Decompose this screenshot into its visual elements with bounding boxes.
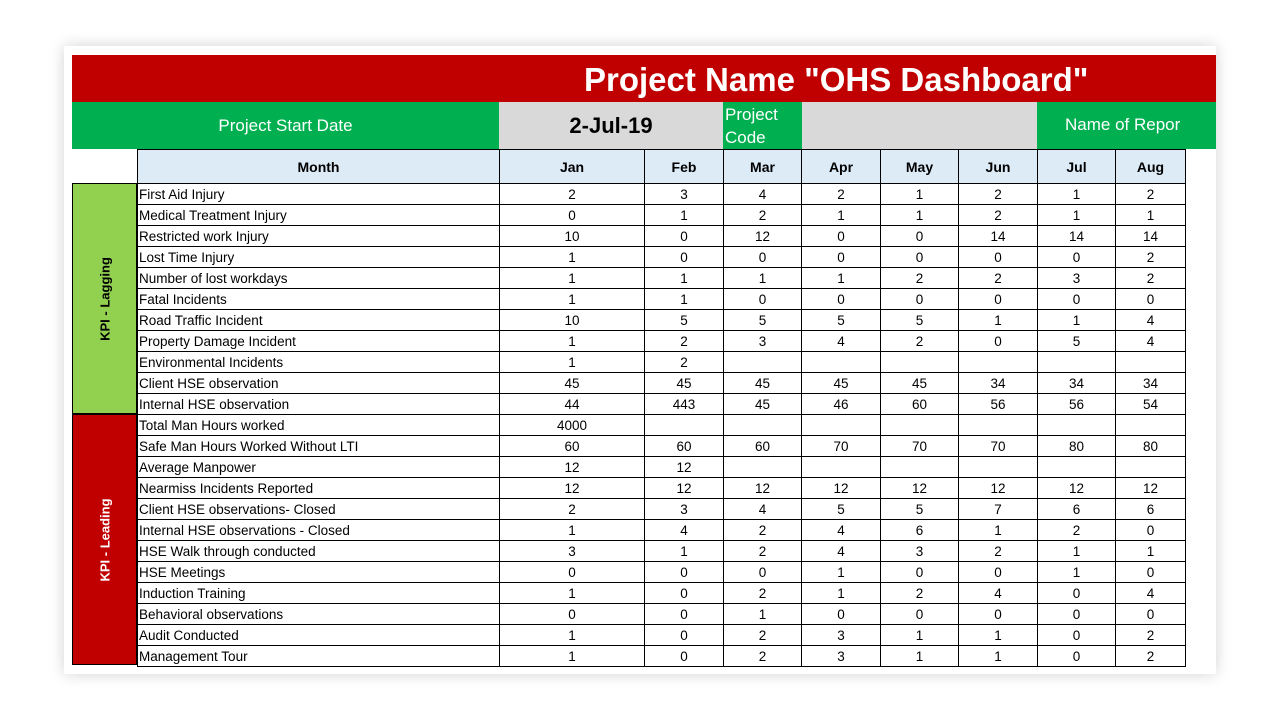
value-cell[interactable]: 0 xyxy=(959,604,1038,625)
value-cell[interactable]: 0 xyxy=(1038,646,1116,667)
table-row xyxy=(138,415,1186,436)
value-cell[interactable]: 54 xyxy=(1116,394,1186,415)
value-cell[interactable]: 6 xyxy=(1038,499,1116,520)
value-cell[interactable]: 14 xyxy=(1116,226,1186,247)
metric-label[interactable]: Audit Conducted xyxy=(138,625,500,646)
value-cell[interactable]: 4 xyxy=(1116,331,1186,352)
value-cell[interactable] xyxy=(724,457,802,478)
table-header-row xyxy=(138,150,1186,184)
value-cell[interactable]: 1 xyxy=(802,562,881,583)
value-cell[interactable]: 0 xyxy=(645,625,724,646)
metric-label[interactable]: Fatal Incidents xyxy=(138,289,500,310)
value-cell[interactable]: 0 xyxy=(1038,625,1116,646)
value-cell[interactable] xyxy=(1038,457,1116,478)
value-cell[interactable]: 12 xyxy=(802,478,881,499)
value-cell[interactable]: 0 xyxy=(959,247,1038,268)
value-cell[interactable]: 12 xyxy=(1116,478,1186,499)
value-cell[interactable]: 10 xyxy=(500,310,645,331)
value-cell[interactable]: 0 xyxy=(1116,562,1186,583)
value-cell[interactable]: 46 xyxy=(802,394,881,415)
metric-label[interactable]: Client HSE observations- Closed xyxy=(138,499,500,520)
value-cell[interactable]: 3 xyxy=(802,625,881,646)
value-cell[interactable] xyxy=(802,352,881,373)
table-row xyxy=(138,352,1186,373)
value-cell[interactable]: 12 xyxy=(724,226,802,247)
value-cell[interactable]: 0 xyxy=(645,247,724,268)
value-cell[interactable]: 5 xyxy=(881,310,959,331)
value-cell[interactable]: 1 xyxy=(881,646,959,667)
value-cell[interactable]: 1 xyxy=(1116,541,1186,562)
kpi-lagging-band xyxy=(72,183,137,414)
value-cell[interactable]: 0 xyxy=(881,226,959,247)
value-cell[interactable]: 80 xyxy=(1116,436,1186,457)
metric-label[interactable]: Internal HSE observation xyxy=(138,394,500,415)
value-cell[interactable]: 0 xyxy=(1116,520,1186,541)
month-col-header: Mar xyxy=(724,150,802,184)
value-cell[interactable]: 56 xyxy=(1038,394,1116,415)
value-cell[interactable]: 2 xyxy=(645,331,724,352)
value-cell[interactable] xyxy=(959,457,1038,478)
metric-label[interactable]: Environmental Incidents xyxy=(138,352,500,373)
project-start-date-value[interactable]: 2-Jul-19 xyxy=(499,102,723,149)
table-row xyxy=(138,499,1186,520)
value-cell[interactable]: 0 xyxy=(959,331,1038,352)
value-cell[interactable]: 34 xyxy=(959,373,1038,394)
value-cell[interactable]: 0 xyxy=(802,247,881,268)
table-row xyxy=(138,436,1186,457)
project-code-label: Project Code xyxy=(723,102,802,149)
value-cell[interactable]: 12 xyxy=(500,457,645,478)
value-cell[interactable]: 12 xyxy=(881,478,959,499)
metric-label[interactable]: Client HSE observation xyxy=(138,373,500,394)
value-cell[interactable]: 7 xyxy=(959,499,1038,520)
value-cell[interactable]: 12 xyxy=(500,478,645,499)
value-cell[interactable]: 2 xyxy=(881,268,959,289)
value-cell[interactable]: 4 xyxy=(724,499,802,520)
value-cell[interactable]: 3 xyxy=(645,499,724,520)
kpi-leading-band xyxy=(72,414,137,665)
value-cell[interactable]: 2 xyxy=(724,583,802,604)
value-cell[interactable]: 0 xyxy=(802,289,881,310)
table-row xyxy=(138,457,1186,478)
value-cell[interactable]: 0 xyxy=(802,604,881,625)
value-cell[interactable]: 3 xyxy=(645,184,724,205)
metric-label[interactable]: HSE Walk through conducted xyxy=(138,541,500,562)
value-cell[interactable]: 60 xyxy=(881,394,959,415)
value-cell[interactable]: 70 xyxy=(881,436,959,457)
month-col-header: Jun xyxy=(959,150,1038,184)
value-cell[interactable]: 1 xyxy=(1116,205,1186,226)
value-cell[interactable]: 0 xyxy=(645,604,724,625)
table-row xyxy=(138,478,1186,499)
metric-label[interactable]: Property Damage Incident xyxy=(138,331,500,352)
value-cell[interactable]: 2 xyxy=(959,184,1038,205)
value-cell[interactable]: 1 xyxy=(500,583,645,604)
title-bar xyxy=(72,55,1216,102)
value-cell[interactable] xyxy=(724,352,802,373)
value-cell[interactable]: 34 xyxy=(1038,373,1116,394)
value-cell[interactable]: 2 xyxy=(1116,184,1186,205)
value-cell[interactable]: 14 xyxy=(1038,226,1116,247)
value-cell[interactable]: 0 xyxy=(724,247,802,268)
value-cell[interactable] xyxy=(959,415,1038,436)
value-cell[interactable]: 12 xyxy=(724,478,802,499)
metric-label[interactable]: Medical Treatment Injury xyxy=(138,205,500,226)
value-cell[interactable]: 1 xyxy=(645,268,724,289)
value-cell[interactable]: 1 xyxy=(645,541,724,562)
value-cell[interactable]: 1 xyxy=(500,331,645,352)
month-col-header: Apr xyxy=(802,150,881,184)
value-cell[interactable] xyxy=(959,352,1038,373)
value-cell[interactable]: 443 xyxy=(645,394,724,415)
value-cell[interactable]: 1 xyxy=(959,310,1038,331)
metric-label[interactable]: HSE Meetings xyxy=(138,562,500,583)
value-cell[interactable]: 0 xyxy=(1038,247,1116,268)
value-cell[interactable]: 2 xyxy=(959,541,1038,562)
metric-label[interactable]: Nearmiss Incidents Reported xyxy=(138,478,500,499)
table-row xyxy=(138,226,1186,247)
value-cell[interactable]: 4 xyxy=(645,520,724,541)
value-cell[interactable]: 0 xyxy=(645,562,724,583)
table-row xyxy=(138,205,1186,226)
metric-label[interactable]: Restricted work Injury xyxy=(138,226,500,247)
value-cell[interactable]: 80 xyxy=(1038,436,1116,457)
value-cell[interactable]: 5 xyxy=(724,310,802,331)
value-cell[interactable]: 70 xyxy=(802,436,881,457)
value-cell[interactable]: 4 xyxy=(802,331,881,352)
value-cell[interactable]: 45 xyxy=(802,373,881,394)
table-row xyxy=(138,583,1186,604)
month-col-header: May xyxy=(881,150,959,184)
value-cell[interactable]: 3 xyxy=(881,541,959,562)
value-cell[interactable]: 1 xyxy=(881,205,959,226)
value-cell[interactable]: 2 xyxy=(724,541,802,562)
table-row xyxy=(138,310,1186,331)
value-cell[interactable]: 1 xyxy=(1038,184,1116,205)
value-cell[interactable] xyxy=(881,457,959,478)
value-cell[interactable]: 2 xyxy=(1038,520,1116,541)
month-header: Month xyxy=(138,150,500,184)
value-cell[interactable]: 2 xyxy=(1116,247,1186,268)
value-cell[interactable]: 12 xyxy=(645,478,724,499)
value-cell[interactable]: 0 xyxy=(1038,583,1116,604)
value-cell[interactable] xyxy=(881,415,959,436)
value-cell[interactable]: 4000 xyxy=(500,415,645,436)
value-cell[interactable]: 2 xyxy=(500,184,645,205)
value-cell[interactable] xyxy=(1038,415,1116,436)
value-cell[interactable]: 45 xyxy=(724,373,802,394)
metric-label[interactable]: Safe Man Hours Worked Without LTI xyxy=(138,436,500,457)
metric-label[interactable]: Total Man Hours worked xyxy=(138,415,500,436)
value-cell[interactable]: 2 xyxy=(959,268,1038,289)
table-row xyxy=(138,268,1186,289)
value-cell[interactable]: 2 xyxy=(1116,646,1186,667)
metric-label[interactable]: Number of lost workdays xyxy=(138,268,500,289)
value-cell[interactable]: 5 xyxy=(1038,331,1116,352)
value-cell[interactable]: 56 xyxy=(959,394,1038,415)
value-cell[interactable]: 0 xyxy=(724,289,802,310)
value-cell[interactable]: 5 xyxy=(802,499,881,520)
value-cell[interactable]: 0 xyxy=(500,205,645,226)
metric-label[interactable]: First Aid Injury xyxy=(138,184,500,205)
value-cell[interactable]: 0 xyxy=(881,604,959,625)
value-cell[interactable] xyxy=(802,415,881,436)
table-row xyxy=(138,373,1186,394)
value-cell[interactable] xyxy=(1116,415,1186,436)
value-cell[interactable]: 1 xyxy=(802,205,881,226)
value-cell[interactable] xyxy=(1038,352,1116,373)
value-cell[interactable]: 1 xyxy=(1038,562,1116,583)
value-cell[interactable]: 6 xyxy=(1116,499,1186,520)
value-cell[interactable]: 3 xyxy=(724,331,802,352)
value-cell[interactable] xyxy=(1116,457,1186,478)
value-cell[interactable]: 44 xyxy=(500,394,645,415)
value-cell[interactable] xyxy=(645,415,724,436)
value-cell[interactable]: 1 xyxy=(881,184,959,205)
value-cell[interactable]: 2 xyxy=(881,583,959,604)
value-cell[interactable]: 0 xyxy=(1116,289,1186,310)
value-cell[interactable]: 5 xyxy=(881,499,959,520)
dashboard-title: Project Name "OHS Dashboard" xyxy=(584,61,1089,98)
value-cell[interactable]: 2 xyxy=(724,205,802,226)
project-start-date-label: Project Start Date xyxy=(72,102,499,149)
kpi-leading-label: KPI - Leading xyxy=(97,497,112,582)
value-cell[interactable] xyxy=(881,352,959,373)
value-cell[interactable]: 1 xyxy=(500,625,645,646)
value-cell[interactable]: 60 xyxy=(645,436,724,457)
value-cell[interactable]: 0 xyxy=(724,562,802,583)
value-cell[interactable]: 4 xyxy=(959,583,1038,604)
table-row xyxy=(138,562,1186,583)
metric-label[interactable]: Internal HSE observations - Closed xyxy=(138,520,500,541)
table-row xyxy=(138,646,1186,667)
value-cell[interactable]: 0 xyxy=(881,562,959,583)
project-code-value[interactable] xyxy=(802,102,1037,149)
value-cell[interactable]: 1 xyxy=(500,646,645,667)
value-cell[interactable]: 0 xyxy=(645,583,724,604)
value-cell[interactable]: 45 xyxy=(500,373,645,394)
value-cell[interactable]: 1 xyxy=(802,268,881,289)
value-cell[interactable]: 4 xyxy=(1116,310,1186,331)
value-cell[interactable]: 0 xyxy=(881,289,959,310)
value-cell[interactable]: 2 xyxy=(724,625,802,646)
value-cell[interactable]: 12 xyxy=(1038,478,1116,499)
value-cell[interactable]: 4 xyxy=(802,520,881,541)
value-cell[interactable]: 1 xyxy=(500,289,645,310)
table-row xyxy=(138,289,1186,310)
metric-label[interactable]: Road Traffic Incident xyxy=(138,310,500,331)
value-cell[interactable]: 60 xyxy=(500,436,645,457)
value-cell[interactable]: 0 xyxy=(500,604,645,625)
value-cell[interactable]: 0 xyxy=(959,289,1038,310)
value-cell[interactable]: 3 xyxy=(500,541,645,562)
table-row xyxy=(138,520,1186,541)
value-cell[interactable]: 0 xyxy=(802,226,881,247)
value-cell[interactable]: 3 xyxy=(1038,268,1116,289)
value-cell[interactable]: 1 xyxy=(500,352,645,373)
value-cell[interactable]: 0 xyxy=(1116,604,1186,625)
value-cell[interactable]: 0 xyxy=(1038,289,1116,310)
month-col-header: Feb xyxy=(645,150,724,184)
value-cell[interactable]: 1 xyxy=(500,520,645,541)
value-cell[interactable]: 2 xyxy=(724,520,802,541)
value-cell[interactable]: 5 xyxy=(645,310,724,331)
value-cell[interactable]: 1 xyxy=(724,604,802,625)
value-cell[interactable]: 0 xyxy=(881,247,959,268)
metric-label[interactable]: Behavioral observations xyxy=(138,604,500,625)
value-cell[interactable]: 0 xyxy=(645,226,724,247)
value-cell[interactable]: 1 xyxy=(645,205,724,226)
metric-label[interactable]: Lost Time Injury xyxy=(138,247,500,268)
value-cell[interactable]: 1 xyxy=(1038,541,1116,562)
value-cell[interactable]: 1 xyxy=(1038,310,1116,331)
month-col-header: Aug xyxy=(1116,150,1186,184)
value-cell[interactable]: 2 xyxy=(1116,268,1186,289)
value-cell[interactable]: 2 xyxy=(645,352,724,373)
report-name-label-text: Name of Repor xyxy=(1065,115,1181,134)
value-cell[interactable]: 12 xyxy=(959,478,1038,499)
value-cell[interactable]: 1 xyxy=(959,646,1038,667)
table-row xyxy=(138,625,1186,646)
value-cell[interactable]: 1 xyxy=(500,247,645,268)
value-cell[interactable]: 6 xyxy=(881,520,959,541)
value-cell[interactable]: 1 xyxy=(645,289,724,310)
value-cell[interactable]: 2 xyxy=(802,184,881,205)
value-cell[interactable]: 12 xyxy=(645,457,724,478)
value-cell[interactable]: 1 xyxy=(500,268,645,289)
value-cell[interactable]: 10 xyxy=(500,226,645,247)
table-row xyxy=(138,604,1186,625)
value-cell[interactable]: 45 xyxy=(881,373,959,394)
kpi-lagging-label: KPI - Lagging xyxy=(97,256,112,341)
value-cell[interactable]: 4 xyxy=(1116,583,1186,604)
value-cell[interactable] xyxy=(724,415,802,436)
value-cell[interactable]: 1 xyxy=(724,268,802,289)
value-cell[interactable]: 0 xyxy=(1038,604,1116,625)
value-cell[interactable] xyxy=(1116,352,1186,373)
metric-label[interactable]: Induction Training xyxy=(138,583,500,604)
value-cell[interactable]: 70 xyxy=(959,436,1038,457)
value-cell[interactable]: 4 xyxy=(802,541,881,562)
table-row xyxy=(138,394,1186,415)
value-cell[interactable]: 0 xyxy=(645,646,724,667)
kpi-table xyxy=(137,149,1186,667)
value-cell[interactable]: 2 xyxy=(724,646,802,667)
value-cell[interactable]: 1 xyxy=(802,583,881,604)
value-cell[interactable]: 45 xyxy=(645,373,724,394)
value-cell[interactable] xyxy=(802,457,881,478)
value-cell[interactable]: 3 xyxy=(802,646,881,667)
value-cell[interactable]: 1 xyxy=(959,625,1038,646)
metric-label[interactable]: Management Tour xyxy=(138,646,500,667)
value-cell[interactable]: 14 xyxy=(959,226,1038,247)
month-col-header: Jul xyxy=(1038,150,1116,184)
value-cell[interactable]: 0 xyxy=(959,562,1038,583)
value-cell[interactable]: 4 xyxy=(724,184,802,205)
value-cell[interactable]: 2 xyxy=(881,331,959,352)
table-row xyxy=(138,184,1186,205)
table-row xyxy=(138,541,1186,562)
value-cell[interactable]: 45 xyxy=(724,394,802,415)
value-cell[interactable]: 2 xyxy=(1116,625,1186,646)
value-cell[interactable]: 1 xyxy=(959,520,1038,541)
value-cell[interactable]: 2 xyxy=(500,499,645,520)
value-cell[interactable]: 5 xyxy=(802,310,881,331)
metric-label[interactable]: Average Manpower xyxy=(138,457,500,478)
value-cell[interactable]: 1 xyxy=(881,625,959,646)
report-name-label xyxy=(1037,102,1216,149)
value-cell[interactable]: 60 xyxy=(724,436,802,457)
value-cell[interactable]: 34 xyxy=(1116,373,1186,394)
value-cell[interactable]: 0 xyxy=(500,562,645,583)
value-cell[interactable]: 2 xyxy=(959,205,1038,226)
month-col-header: Jan xyxy=(500,150,645,184)
table-row xyxy=(138,247,1186,268)
table-row xyxy=(138,331,1186,352)
value-cell[interactable]: 1 xyxy=(1038,205,1116,226)
